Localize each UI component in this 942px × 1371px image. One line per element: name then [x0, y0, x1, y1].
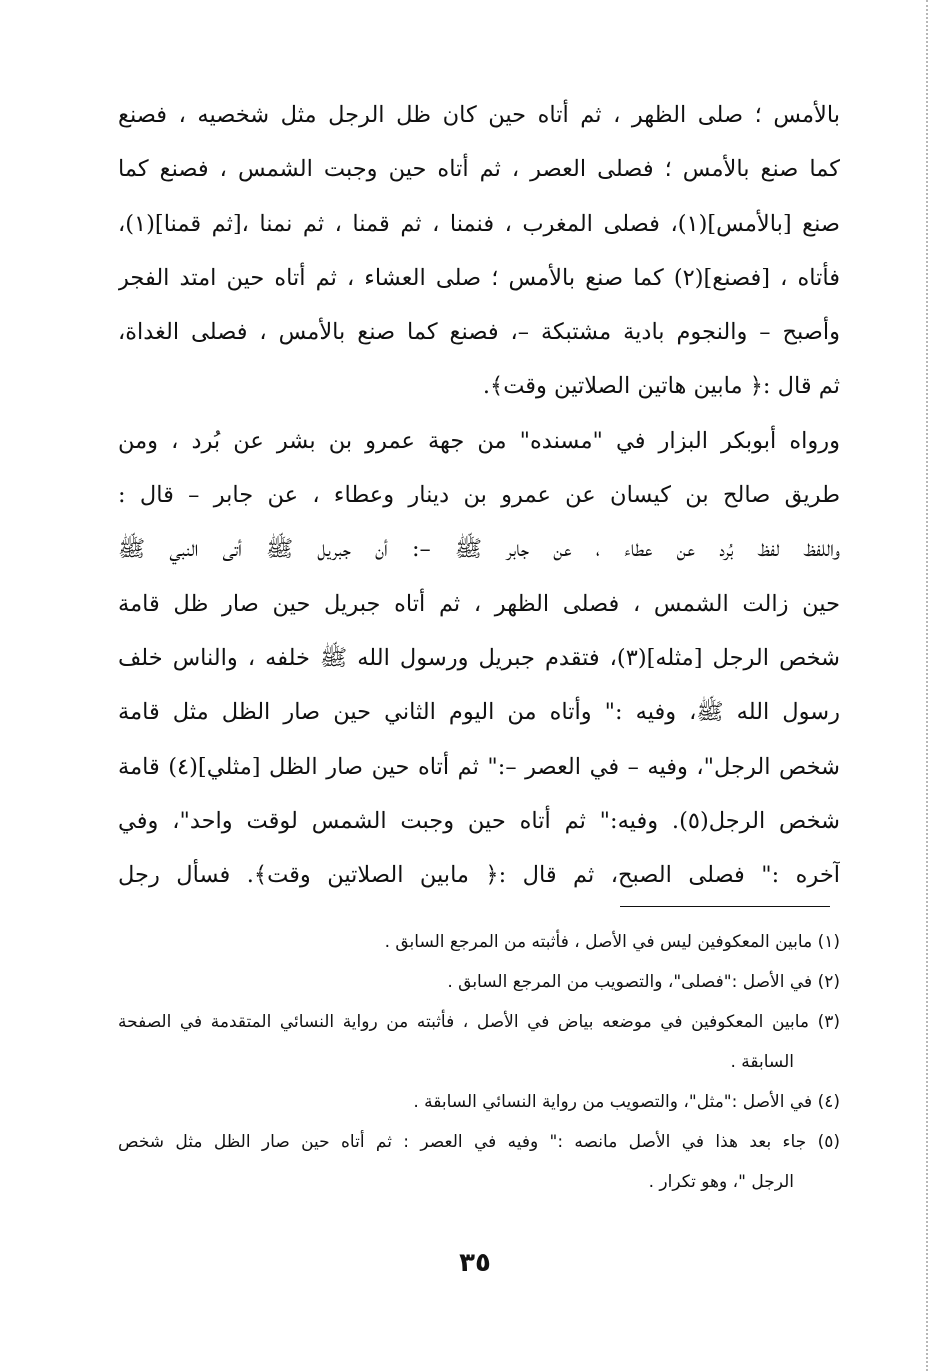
body-line-8: طريق صالح بن كيسان عن عمرو بن دينار وعطاء ، عن جابر – قال :: [118, 482, 840, 509]
body-line-2: كما صنع بالأمس ؛ فصلى العصر ، ثم أتاه حين وجبت الشمس ، فصنع كما: [118, 156, 840, 183]
body-line-14: شخص الرجل(٥). وفيه:" ثم أتاه حين وجبت الشمس لوقت واحد"، وفي: [118, 807, 840, 834]
body-line-1: بالأمس ؛ صلى الظهر ، ثم أتاه حين كان ظل الرجل مثل شخصيه ، فصنع: [118, 102, 840, 128]
footnote-4: (٤) في الأصل :"مثل"، والتصويب من رواية النسائي السابقة .: [413, 1092, 840, 1112]
body-line-4: فأتاه ، [فصنع](٢) كما صنع بالأمس ؛ صلى العشاء ، ثم أتاه حين امتد الفجر: [118, 264, 840, 291]
body-line-3: صنع [بالأمس](١)، فصلى المغرب ، فنمنا ، ثم قمنا ، ثم نمنا ،[ثم قمنا](١)،: [118, 210, 840, 237]
main-text: [118, 88, 840, 902]
body-line-5: وأصبح – والنجوم بادية مشتبكة –، فصنع كما صنع بالأمس ، فصلى الغداة،: [118, 319, 840, 346]
body-line-7: ورواه أبوبكر البزار في "مسنده" من جهة عمرو بن بشر عن بُرد ، ومن: [118, 427, 840, 454]
body-line-13: شخص الرجل"، وفيه – في العصر –:" ثم أتاه حين صار الظل [مثلي](٤) قامة: [118, 753, 840, 780]
footnote-5: (٥) جاء بعد هذا في الأصل مانصه :" وفيه في العصر : ثم أتاه حين صار الظل مثل شخص: [118, 1132, 840, 1152]
footnote-5-continued: الرجل "، وهو تكرار .: [648, 1172, 794, 1192]
body-line-15: آخره :" فصلى الصبح، ثم قال :﴿ مابين الصلاتين وقت﴾. فسأل رجل: [118, 862, 840, 889]
scan-edge-marks: [926, 0, 930, 1371]
footnote-3-continued: السابقة .: [730, 1052, 794, 1072]
body-line-6: ثم قال :﴿ مابين هاتين الصلاتين وقت﴾.: [482, 373, 840, 400]
footnote-3: (٣) مابين المعكوفين في موضعه بياض في الأصل ، فأثبته من رواية النسائي المتقدمة في الصفحة: [118, 1012, 840, 1032]
footnote-divider: [620, 906, 830, 907]
body-line-12: رسول الله ﷺ، وفيه :" وأتاه من اليوم الثاني حين صار الظل مثل قامة: [118, 699, 840, 726]
footnote-1: (١) مابين المعكوفين ليس في الأصل ، فأثبته من المرجع السابق .: [384, 932, 840, 952]
page-number: ٣٥: [459, 1248, 491, 1278]
footnotes: [118, 922, 840, 1202]
footnote-2: (٢) في الأصل :"فصلى"، والتصويب من المرجع السابق .: [447, 972, 840, 992]
body-line-11: شخص الرجل [مثله](٣)، فتقدم جبريل ورسول الله ﷺ خلفه ، والناس خلف: [118, 644, 840, 671]
body-line-10: حين زالت الشمس ، فصلى الظهر ، ثم أتاه جبريل حين صار ظل قامة: [118, 590, 840, 617]
body-line-9: واللفظ لفظ بُرد عن عطاء ، عن جابر ﷺ –: أن جبريل ﷺ أتى النبي ﷺ: [118, 536, 840, 563]
